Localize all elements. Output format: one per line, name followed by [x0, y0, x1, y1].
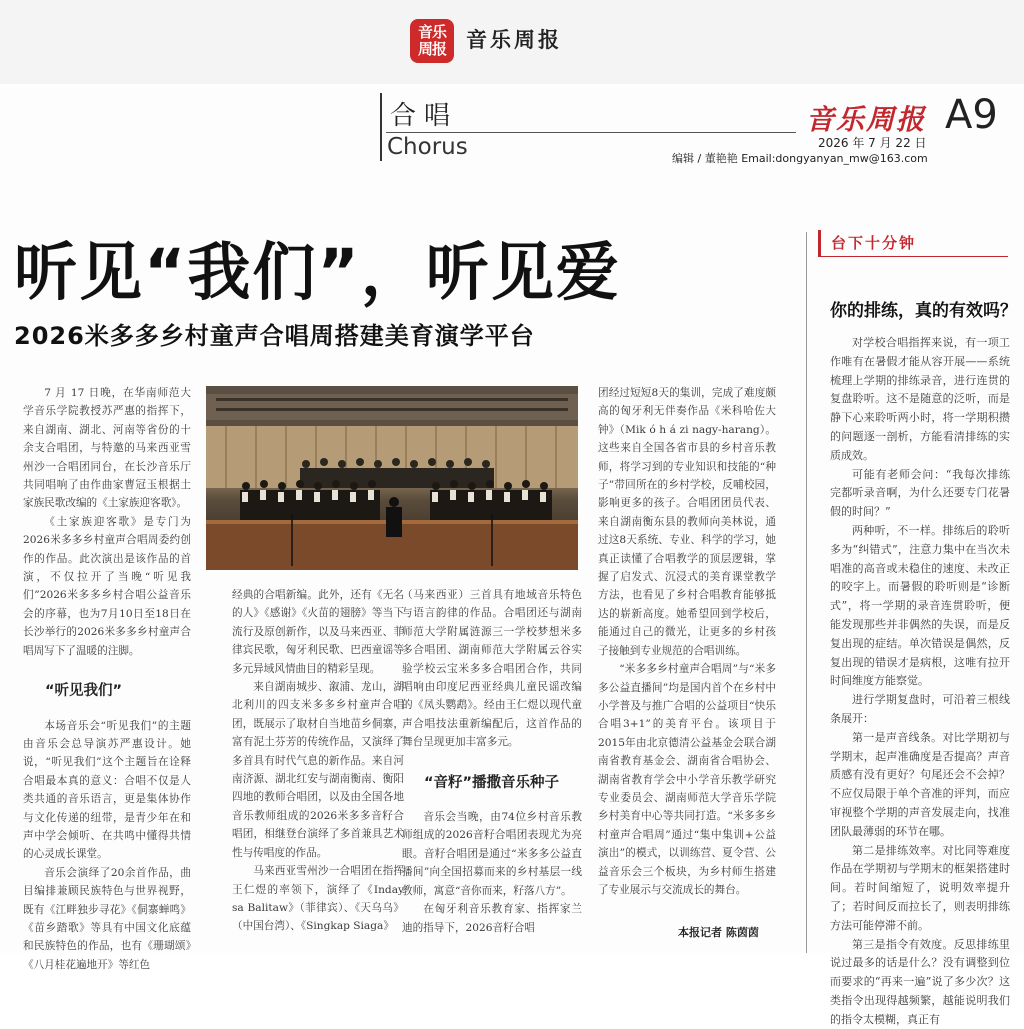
article-column-1	[23, 384, 191, 953]
sidebar-tag-underline	[818, 256, 1008, 257]
issue-date: 2026 年 7 月 22 日	[818, 134, 927, 151]
section-name-en: Chorus	[387, 134, 468, 160]
paragraph: 《土家族迎客歌》是专门为2026米多多乡村童声合唱周委约创作的作品。此次演出是该作品的首演，不仅拉开了当晚“听见我们”2026米多多乡村合唱公益音乐会的序幕，也为7月10日至18日在长沙举行的2026米多多乡村童声合唱周写下了温暖的注脚。	[23, 513, 191, 660]
paragraph: 对学校合唱指挥来说，有一项工作唯有在暑假才能从容开展——系统梳理上学期的排练录音，进行连贯的复盘聆听。这不是随意的泛听，而是静下心来聆听两小时，将一学期积攒的问题逐一剖析，方能看清排练的实质成效。	[830, 334, 1010, 466]
app-title: 音乐周报	[466, 24, 562, 54]
sidebar-title: 你的排练，真的有效吗？	[830, 296, 1017, 321]
choir-photo-illustration	[206, 386, 578, 570]
sidebar-divider	[806, 232, 807, 953]
paragraph: 两种听，不一样。排练后的聆听多为“纠错式”，注意力集中在当次未唱准的高音或未稳住的速度、未改正的咬字上。而暑假的聆听则是“诊断式”，将一学期的录音连贯聆听，便能发现那些并非偶然的失误，而是反复出现的症结。单次错误是偶然，反复出现的错误才是病根，这唯有拉开时间维度方能察觉。	[830, 522, 1010, 691]
sidebar-column-tag: 台下十分钟	[818, 230, 921, 256]
paragraph: 进行学期复盘时，可沿着三根线条展开：	[830, 691, 1010, 729]
paragraph: 第一是声音线条。对比学期初与学期末，起声准确度是否提高？声音质感有没有更好？句尾还会不会掉？不应仅局限于单个音准的评判，而应审视整个学期的声音发展走向，找准团队最薄弱的环节在哪。	[830, 729, 1010, 842]
article-headline: 听见“我们”，听见爱	[14, 222, 621, 313]
app-logo-icon[interactable]: 音乐 周报	[410, 19, 454, 63]
choir-photo[interactable]	[206, 386, 578, 570]
paragraph: 本场音乐会“听见我们”的主题由音乐会总导演苏严惠设计。她说，“听见我们”这个主题旨在诠释合唱最本真的意义：合唱不仅是人类共通的音乐语言，更是集体协作与文化传递的纽带，是青少年在和声中学会倾听、在共鸣中懂得共情的心灵成长课堂。	[23, 717, 191, 864]
section-subtitle: “听见我们”	[45, 682, 191, 700]
page-number: A9	[945, 92, 998, 138]
paragraph: 来自湖南城步、溆浦、龙山，湖北利川的四支米多多乡村童声合唱团，既展示了取材自当地苗乡侗寨，富有泥土芬芳的传统作品，又演绎了多首具有时代气息的新作品。来自河南济源、湖北红安与湖南衡南、衡阳四地的教师合唱团，以及由全国各地音乐教师组成的2026米多多音籽合唱团，相继登台演绎了多首兼具艺术性与传唱度的作品。	[232, 678, 404, 862]
masthead-logo: 音乐周报	[806, 98, 926, 138]
article-byline: 本报记者 陈茵茵	[678, 924, 759, 940]
app-header	[0, 0, 1024, 84]
paragraph: “米多多乡村童声合唱周”与“米多多公益直播间”均是国内首个在乡村中小学普及与推广合唱的公益项目“快乐合唱3+1”的美育平台。该项目于2015年由北京德清公益基金会联合湖南省教育基金会、湖南省合唱协会、湖南省教育学会中小学音乐教学研究专业委员会、湖南师范大学音乐学院乡村美育中心等共同打造。“米多多乡村童声合唱周”通过“集中集训+公益演出”的模式，以训练营、夏令营、公益音乐会三个板块，为乡村师生搭建了专业展示与交流成长的舞台。	[598, 660, 776, 899]
paragraph: 团经过短短8天的集训，完成了难度颇高的匈牙利无伴奏作品《米科哈佐大钟》（Mik ó h á zi nagy-harang）。这些来自全国各省市县的乡村音乐教师，将学习到的专业知识和技能的“种子”带回所在的乡村学校，反哺校园，影响更多的孩子。合唱团团员代表、来自湖南衡东县的教师向美林说，通过这8天系统、专业、科学的学习，她真正读懂了合唱教学的顶层逻辑，掌握了启发式、沉浸式的美育课堂教学方法，也看见了乡村合唱教育能够抵达的崭新高度。她希望回到学校后，能通过自己的微光，让更多的乡村孩子接触到专业规范的合唱训练。	[598, 384, 776, 660]
paragraph: 马来西亚雪州沙一合唱团在指挥王仁煜的率领下，演绎了《Inday sa Balitaw》（菲律宾）、《天乌乌》（中国台湾）、《Singkap Siaga》	[232, 862, 404, 936]
section-name: 合唱	[390, 95, 458, 132]
paragraph: 经典的合唱新编。此外，还有《无名的人》《感谢》《火苗的翅膀》等当下流行及原创新作，以及马来西亚、菲律宾民歌，匈牙利民歌、巴西童谣等多元异域风情曲目的精彩呈现。	[232, 586, 404, 678]
paragraph: （马来西亚）三首具有地域音乐特色与语言韵律的作品。合唱团还与湖南师范大学附属涟源三一学校梦想米多多合唱团、湖南师范大学附属云谷实验学校云宝米多多合唱团合作，共同唱响由印度尼西亚经典儿童民谣改编的《凤头鹦鹉》。经由王仁煜以现代童声合唱技法重新编配后，这首作品的舞台呈现更加丰富多元。	[402, 586, 582, 752]
article-column-4	[598, 384, 776, 914]
section-rule	[380, 93, 382, 161]
editor-credit: 编辑 / 董艳艳 Email:dongyanyan_mw@163.com	[672, 150, 928, 166]
paragraph: 7 月 17 日晚，在华南师范大学音乐学院教授苏严惠的指挥下，来自湖南、湖北、河南等省份的十余支合唱团，与特邀的马来西亚雪州沙一合唱团同台，在长沙音乐厅共同唱响了由作曲家曹冠玉根据土家族民歌改编的《土家族迎客歌》。	[23, 384, 191, 513]
paragraph: 第二是排练效率。对比同等难度作品在学期初与学期末的框架搭建时间。若时间缩短了，说明效率提升了；若时间反而拉长了，则表明排练方法可能停滞不前。	[830, 842, 1010, 936]
header-divider	[386, 132, 796, 133]
article-subhead: 2026米多多乡村童声合唱周搭建美育演学平台	[14, 316, 535, 351]
paragraph: 在匈牙利音乐教育家、指挥家兰迪的指导下，2026音籽合唱	[402, 900, 582, 937]
sidebar-body	[830, 334, 1010, 953]
paragraph: 音乐会演绎了20余首作品，曲目编排兼顾民族特色与世界视野，既有《江畔独步寻花》《侗寨蝉鸣》《苗乡踏歌》等具有中国文化底蕴和民族特色的作品，也有《珊瑚颂》《八月桂花遍地开》等红色	[23, 864, 191, 974]
article-column-2	[232, 586, 404, 953]
paragraph: 音乐会当晚，由74位乡村音乐教师组成的2026音籽合唱团表现尤为亮眼。音籽合唱团是通过“米多多公益直播间”向全国招募而来的乡村基层一线教师，寓意“音你而来，籽落八方”。	[402, 808, 582, 900]
paragraph: 第三是指令有效度。反思排练里说过最多的话是什么？没有调整到位而要求的“再来一遍”说了多少次？这类指令出现得越频繁，越能说明我们的指令太模糊，真正有	[830, 936, 1010, 1029]
section-subtitle: “音籽”播撒音乐种子	[424, 774, 582, 792]
paragraph: 可能有老师会问：“我每次排练完都听录音啊，为什么还要专门花暑假的时间？”	[830, 466, 1010, 522]
article-column-3	[402, 586, 582, 953]
